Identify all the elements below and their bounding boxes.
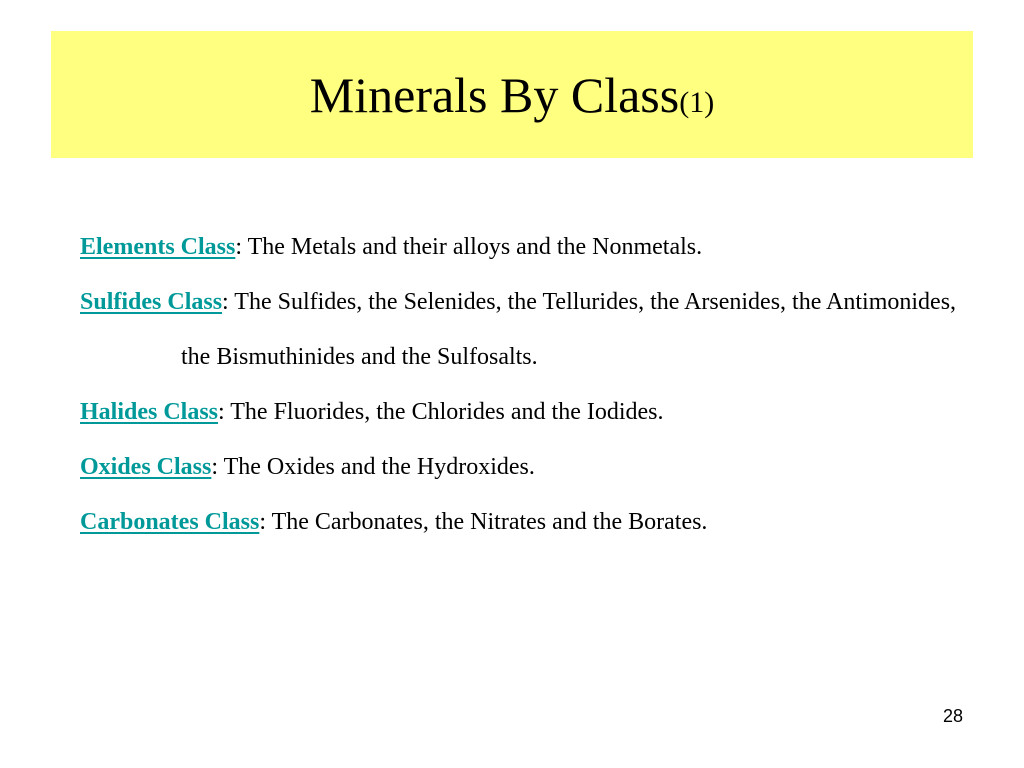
elements-class-link[interactable]: Elements Class	[80, 234, 236, 260]
slide-title-suffix: (1)	[679, 85, 715, 119]
halides-class-description: : The Fluorides, the Chlorides and the Iodides.	[218, 399, 664, 425]
carbonates-class-link[interactable]: Carbonates Class	[80, 509, 260, 535]
slide-title-main: Minerals By Class	[309, 66, 680, 123]
list-item-carbonates	[80, 495, 960, 550]
slide-title	[309, 66, 715, 123]
sulfides-class-link[interactable]: Sulfides Class	[80, 289, 223, 315]
list-item-oxides	[80, 440, 960, 495]
sulfides-class-description: : The Sulfides, the Selenides, the Tellurides, the Arsenides, the Antimonides, the Bismuthinides and the Sulfosalts.	[181, 289, 957, 370]
oxides-class-description: : The Oxides and the Hydroxides.	[211, 454, 535, 480]
halides-class-link[interactable]: Halides Class	[80, 399, 219, 425]
carbonates-class-description: : The Carbonates, the Nitrates and the Borates.	[259, 509, 708, 535]
page-number: 28	[942, 706, 963, 726]
list-item-elements	[80, 220, 960, 275]
list-item-sulfides	[80, 275, 960, 385]
title-banner	[51, 31, 973, 158]
elements-class-description: : The Metals and their alloys and the Nonmetals.	[235, 234, 703, 260]
list-item-halides	[80, 385, 960, 440]
oxides-class-link[interactable]: Oxides Class	[80, 454, 212, 480]
class-list	[80, 220, 960, 550]
